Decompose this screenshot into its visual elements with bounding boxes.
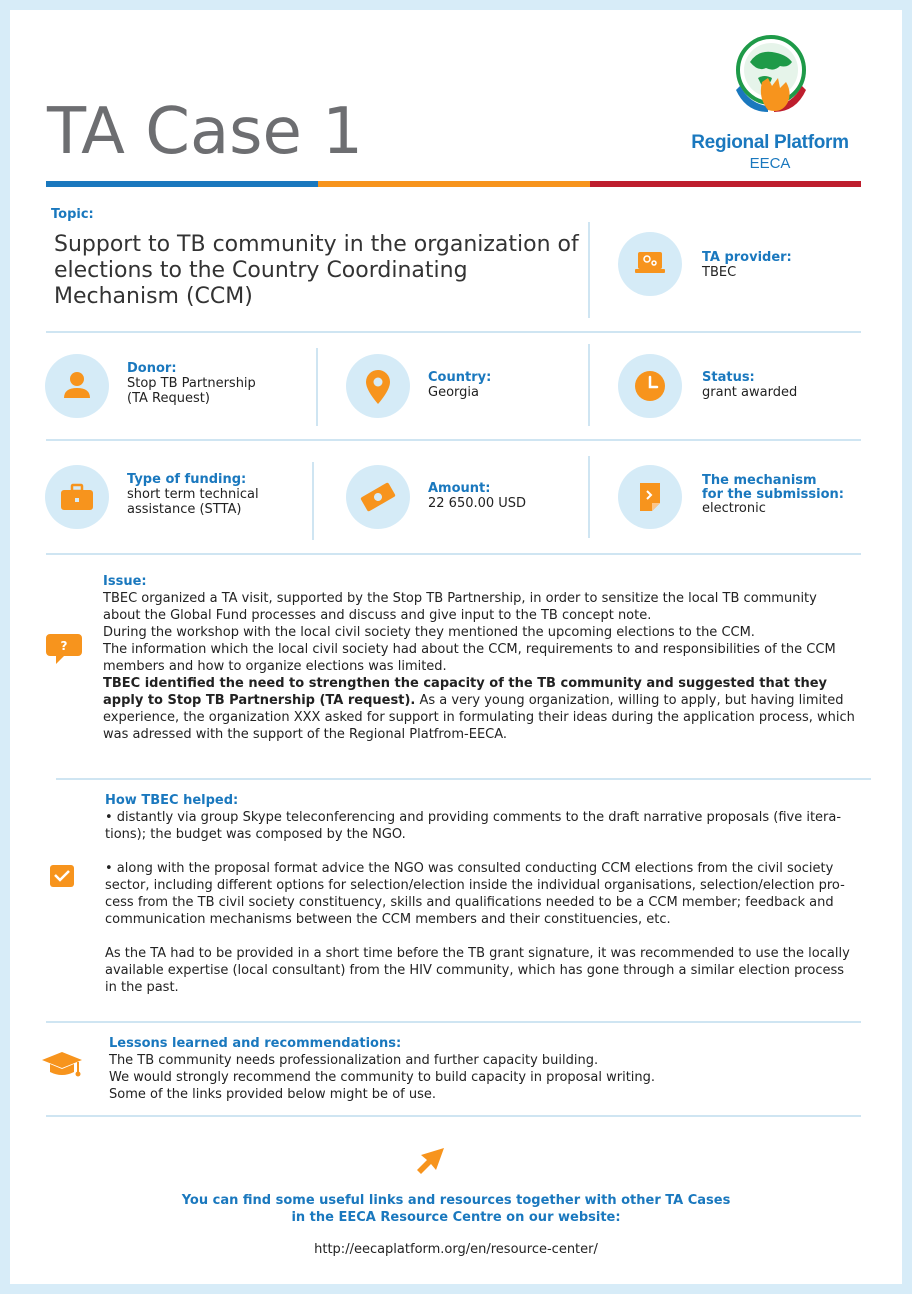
divider xyxy=(588,456,590,538)
logo-sub: EECA xyxy=(749,155,791,172)
logo xyxy=(670,32,870,172)
divider xyxy=(56,778,871,780)
divider xyxy=(588,222,590,318)
funding-value-line2: assistance (STTA) xyxy=(127,502,242,517)
topic-label: Topic: xyxy=(51,207,94,222)
status-label: Status: xyxy=(702,370,755,385)
amount-value: 22 650.00 USD xyxy=(428,496,527,511)
issue-paragraph: TBEC organized a TA visit, supported by the Stop TB Partnership, in order to sensitize the local TB community about the Global Fund processes and discuss and give input to the TB concept note. xyxy=(103,591,817,623)
globe-hands-icon xyxy=(670,32,870,132)
divider xyxy=(46,439,861,441)
graduation-cap-icon xyxy=(40,1050,84,1080)
person-icon xyxy=(45,354,109,418)
mechanism-label-line2: for the submission: xyxy=(702,487,844,502)
logo-name: Regional Platform xyxy=(691,132,849,153)
mechanism-value: electronic xyxy=(702,501,766,516)
helped-paragraph: • distantly via group Skype teleconferencing and providing comments to the draft narrative proposals (five itera-tions); the budget was composed by the NGO. xyxy=(105,810,842,842)
funding-label: Type of funding: xyxy=(127,472,247,487)
laptop-gears-icon xyxy=(618,232,682,296)
lessons-line: Some of the links provided below might be of use. xyxy=(109,1087,436,1102)
mechanism-label-line1: The mechanism xyxy=(702,473,817,488)
header-bar-blue xyxy=(46,181,318,187)
divider xyxy=(588,344,590,426)
mechanism-icon-circle xyxy=(618,465,682,529)
ta-provider-label: TA provider: xyxy=(702,250,792,265)
header-bar-red xyxy=(590,181,861,187)
footer-line: in the EECA Resource Centre on our website: xyxy=(291,1210,621,1225)
clock-icon xyxy=(618,354,682,418)
divider xyxy=(46,1115,861,1117)
document-icon xyxy=(618,465,682,529)
donor-label: Donor: xyxy=(127,361,177,376)
footer-line: You can find some useful links and resources together with other TA Cases xyxy=(181,1193,731,1208)
country-icon-circle xyxy=(346,354,410,418)
divider xyxy=(46,1021,861,1023)
cursor-arrow-icon xyxy=(414,1146,446,1178)
svg-text:?: ? xyxy=(60,639,68,653)
resource-link[interactable]: http://eecaplatform.org/en/resource-center/ xyxy=(314,1242,598,1257)
divider xyxy=(312,462,314,540)
ta-provider-value: TBEC xyxy=(702,265,737,280)
lessons-line: We would strongly recommend the community to build capacity in proposal writing. xyxy=(109,1070,656,1085)
lessons-body xyxy=(109,1052,849,1103)
divider xyxy=(46,553,861,555)
amount-icon-circle xyxy=(346,465,410,529)
issue-paragraph xyxy=(103,675,855,743)
lessons-line: The TB community needs professionalization and further capacity building. xyxy=(109,1053,599,1068)
ta-provider-icon-circle xyxy=(618,232,682,296)
donor-value-line2: (TA Request) xyxy=(127,391,210,406)
money-icon xyxy=(346,465,410,529)
topic-text: Support to TB community in the organization of elections to the Country Coordinating Mechanism (CCM) xyxy=(54,232,579,309)
helped-body xyxy=(105,809,857,996)
amount-label: Amount: xyxy=(428,481,491,496)
donor-icon-circle xyxy=(45,354,109,418)
divider xyxy=(46,331,861,333)
header-bar-orange xyxy=(318,181,590,187)
speech-bubble-question-icon xyxy=(44,630,84,666)
funding-icon-circle xyxy=(45,465,109,529)
checkbox-icon xyxy=(48,862,76,890)
country-label: Country: xyxy=(428,370,492,385)
status-icon-circle xyxy=(618,354,682,418)
page-title: TA Case 1 xyxy=(47,95,363,169)
lessons-label: Lessons learned and recommendations: xyxy=(109,1036,402,1051)
helped-label: How TBEC helped: xyxy=(105,793,239,808)
issue-body xyxy=(103,590,855,743)
country-value: Georgia xyxy=(428,385,479,400)
helped-paragraph: • along with the proposal format advice the NGO was consulted conducting CCM elections from the civil society sector, including different options for selection/election inside the individual organisations, selection/election pro-cess from the TB civil society constituency, skills and qualifications needed to be a CCM member; feedback and communication mechanisms between the CCM members and their constituencies, etc. xyxy=(105,861,845,927)
issue-paragraph: The information which the local civil society had about the CCM, requirements to and responsibilities of the CCM members and how to organize elections was limited. xyxy=(103,642,836,674)
page xyxy=(10,10,902,1284)
briefcase-icon xyxy=(45,465,109,529)
funding-value-line1: short term technical xyxy=(127,487,259,502)
divider xyxy=(316,348,318,426)
helped-paragraph: As the TA had to be provided in a short time before the TB grant signature, it was recommended to use the locally available expertise (local consultant) from the HIV community, which has gone through a similar election process in the past. xyxy=(105,946,850,995)
issue-label: Issue: xyxy=(103,574,147,589)
issue-paragraph-rest: As a very young organization, willing to apply, but having limited experience, the organization XXX asked for support in formulating their ideas during the application process, which was adressed with the support of the Regional Platfrom-EECA. xyxy=(103,693,855,742)
donor-value-line1: Stop TB Partnership xyxy=(127,376,256,391)
issue-paragraph: During the workshop with the local civil society they mentioned the upcoming elections to the CCM. xyxy=(103,625,755,640)
status-value: grant awarded xyxy=(702,385,798,400)
issue-highlight: TBEC identified the need to strengthen the capacity of the TB community and suggested that they apply to Stop TB Partnership (TA request). xyxy=(103,676,828,708)
location-pin-icon xyxy=(346,354,410,418)
